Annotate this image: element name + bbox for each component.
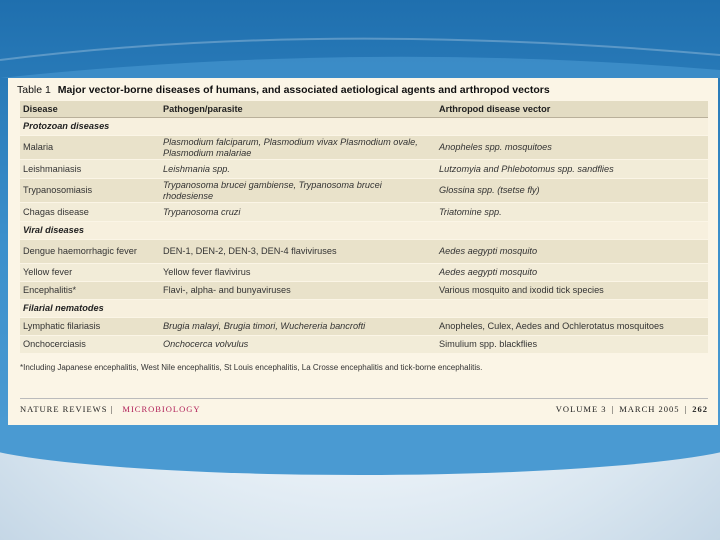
section-row-filarial: [20, 300, 708, 318]
table-row: [20, 336, 708, 354]
disease-cell: Chagas disease: [20, 203, 160, 222]
issue-date: MARCH 2005: [619, 404, 680, 414]
journal-name: [20, 404, 201, 414]
table-row: [20, 136, 708, 160]
table-row: [20, 282, 708, 300]
section-title: Protozoan diseases: [20, 118, 708, 136]
pathogen-cell: DEN-1, DEN-2, DEN-3, DEN-4 flaviviruses: [160, 240, 436, 264]
page-number: 262: [692, 404, 708, 414]
issue-separator: |: [611, 404, 615, 414]
disease-cell: Malaria: [20, 136, 160, 160]
pathogen-cell: Leishmania spp.: [160, 160, 436, 179]
table-caption: [17, 84, 707, 100]
pathogen-cell: Trypanosoma cruzi: [160, 203, 436, 222]
disease-cell: Yellow fever: [20, 264, 160, 282]
disease-cell: Leishmaniasis: [20, 160, 160, 179]
table-row: [20, 179, 708, 203]
table-row: [20, 203, 708, 222]
issue-info: [556, 404, 708, 414]
table-label: Table 1: [17, 84, 51, 96]
disease-cell: Lymphatic filariasis: [20, 318, 160, 336]
pathogen-cell: Flavi-, alpha- and bunyaviruses: [160, 282, 436, 300]
volume: VOLUME 3: [555, 404, 607, 414]
vector-cell: Lutzomyia and Phlebotomus spp. sandflies: [436, 160, 708, 179]
table-row: [20, 318, 708, 336]
decorative-arc: [0, 0, 720, 78]
table-row: [20, 264, 708, 282]
column-header-pathogen: Pathogen/parasite: [160, 101, 436, 118]
vector-cell: Aedes aegypti mosquito: [436, 264, 708, 282]
vector-cell: Glossina spp. (tsetse fly): [436, 179, 708, 203]
vector-cell: Triatomine spp.: [436, 203, 708, 222]
pathogen-cell: Plasmodium falciparum, Plasmodium vivax Plasmodium ovale, Plasmodium malariae: [160, 136, 436, 160]
pathogen-cell: Brugia malayi, Brugia timori, Wuchereria bancrofti: [160, 318, 436, 336]
section-title: Filarial nematodes: [20, 300, 708, 318]
pathogen-cell: Yellow fever flavivirus: [160, 264, 436, 282]
journal-title: NATURE REVIEWS: [20, 404, 108, 414]
vector-cell: Anopheles, Culex, Aedes and Ochlerotatus mosquitoes: [436, 318, 708, 336]
pathogen-cell: Onchocerca volvulus: [160, 336, 436, 354]
column-header-vector: Arthropod disease vector: [436, 101, 708, 118]
table-row: [20, 240, 708, 264]
footer-divider: [20, 398, 708, 399]
table-footnote: *Including Japanese encephalitis, West Nile encephalitis, St Louis encephalitis, La Crosse encephalitis and tick-borne encephalitis.: [20, 363, 483, 372]
vector-cell: Simulium spp. blackflies: [436, 336, 708, 354]
section-row-protozoan: [20, 118, 708, 136]
journal-footer: [20, 404, 708, 418]
column-header-disease: Disease: [20, 101, 160, 118]
table-row: [20, 160, 708, 179]
section-title: Viral diseases: [20, 222, 708, 240]
journal-separator: |: [110, 404, 114, 414]
disease-cell: Onchocerciasis: [20, 336, 160, 354]
vector-diseases-table: [20, 101, 708, 354]
vector-cell: Anopheles spp. mosquitoes: [436, 136, 708, 160]
table-title: Major vector-borne diseases of humans, and associated aetiological agents and arthropod vectors: [57, 84, 550, 96]
journal-subject: MICROBIOLOGY: [122, 404, 201, 414]
section-row-viral: [20, 222, 708, 240]
disease-cell: Encephalitis*: [20, 282, 160, 300]
vector-cell: Aedes aegypti mosquito: [436, 240, 708, 264]
disease-cell: Trypanosomiasis: [20, 179, 160, 203]
page-separator: |: [684, 404, 688, 414]
pathogen-cell: Trypanosoma brucei gambiense, Trypanosoma brucei rhodesiense: [160, 179, 436, 203]
vector-cell: Various mosquito and ixodid tick species: [436, 282, 708, 300]
table-header-row: [20, 101, 708, 118]
disease-cell: Dengue haemorrhagic fever: [20, 240, 160, 264]
